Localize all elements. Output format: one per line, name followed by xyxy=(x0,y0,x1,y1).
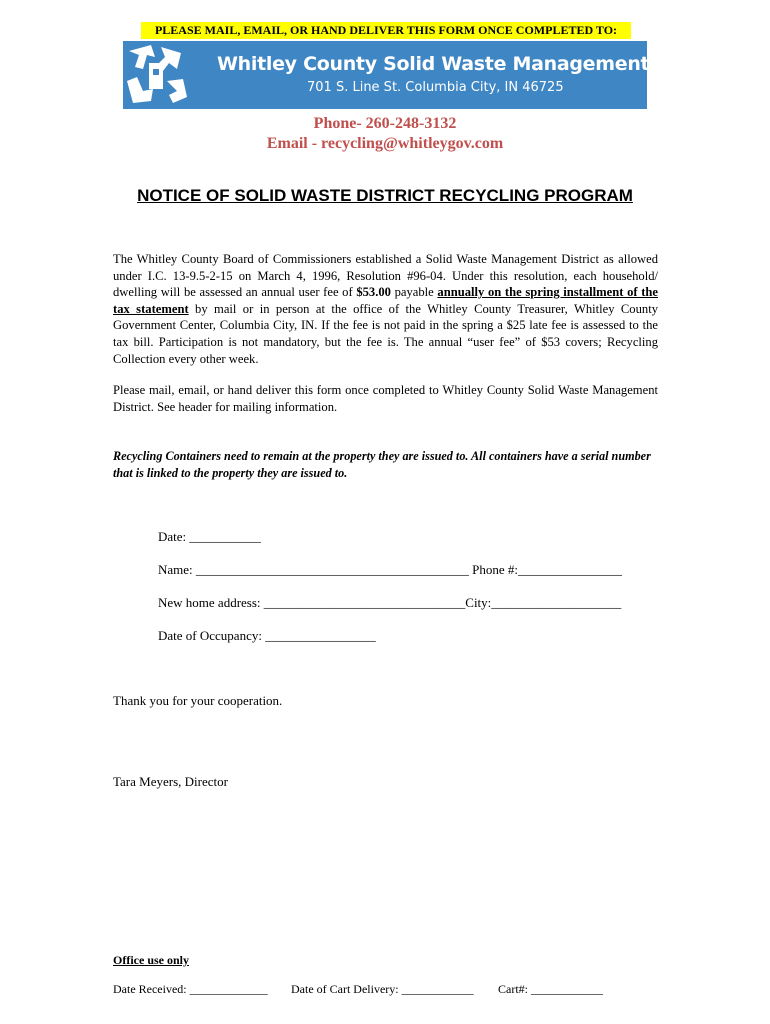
mail-instructions-banner: PLEASE MAIL, EMAIL, OR HAND DELIVER THIS FORM ONCE COMPLETED TO: xyxy=(141,22,631,39)
occupancy-date-field[interactable]: Date of Occupancy: _________________ xyxy=(158,628,376,643)
delivery-instructions: Please mail, email, or hand deliver this form once completed to Whitley County Solid Waste Management District. See header for mailing information. xyxy=(113,383,658,414)
name-phone-field[interactable]: Name: __________________________________________ Phone #:________________ xyxy=(158,562,623,577)
phone-line: Phone- 260-248-3132 xyxy=(313,115,457,132)
date-received-field[interactable]: Date Received: _____________ xyxy=(113,982,268,996)
office-use-heading: Office use only xyxy=(113,953,189,967)
director-signature: Tara Meyers, Director xyxy=(113,774,228,789)
thank-you-text: Thank you for your cooperation. xyxy=(113,693,283,708)
cart-number-field[interactable]: Cart#: ____________ xyxy=(498,982,603,996)
document-title: NOTICE OF SOLID WASTE DISTRICT RECYCLING PROGRAM xyxy=(137,186,633,205)
fee-amount: $53.00 xyxy=(356,285,391,300)
district-header-banner xyxy=(123,41,733,109)
cart-delivery-date-field[interactable]: Date of Cart Delivery: ____________ xyxy=(291,982,474,996)
program-description: The Whitley County Board of Commissioners established a Solid Waste Management District as allowed under I.C. 13-9.5-2-15 on March 4, 1996, Resolution #96-04. Under this resolution, each household/ dwelling will be assessed an annual user fee of $53.00 payable annually on the spring installment of the tax statement by mail or in person at the office of the Whitley County Treasurer, Whitley County Government Center, Columbia City, IN. If the fee is not paid in the spring a $25 late fee is assessed to the tax bill. Participation is not mandatory, but the fee is. The annual “user fee” of $53 covers; Recycling Collection every other week. xyxy=(113,252,658,366)
container-note: Recycling Containers need to remain at the property they are issued to. All containers have a serial number that is linked to the property they are issued to. xyxy=(113,449,651,480)
payment-schedule: annually on the spring installment of the tax statement xyxy=(113,285,658,316)
recycle-logo-icon xyxy=(123,41,193,109)
address-city-field[interactable]: New home address: _______________________________City:____________________ xyxy=(158,595,622,610)
email-line[interactable]: Email - recycling@whitleygov.com xyxy=(266,135,504,152)
date-field[interactable]: Date: ___________ xyxy=(158,529,261,544)
district-name: Whitley County Solid Waste Management District xyxy=(217,53,733,75)
district-address: 701 S. Line St. Columbia City, IN 46725 xyxy=(307,80,564,95)
